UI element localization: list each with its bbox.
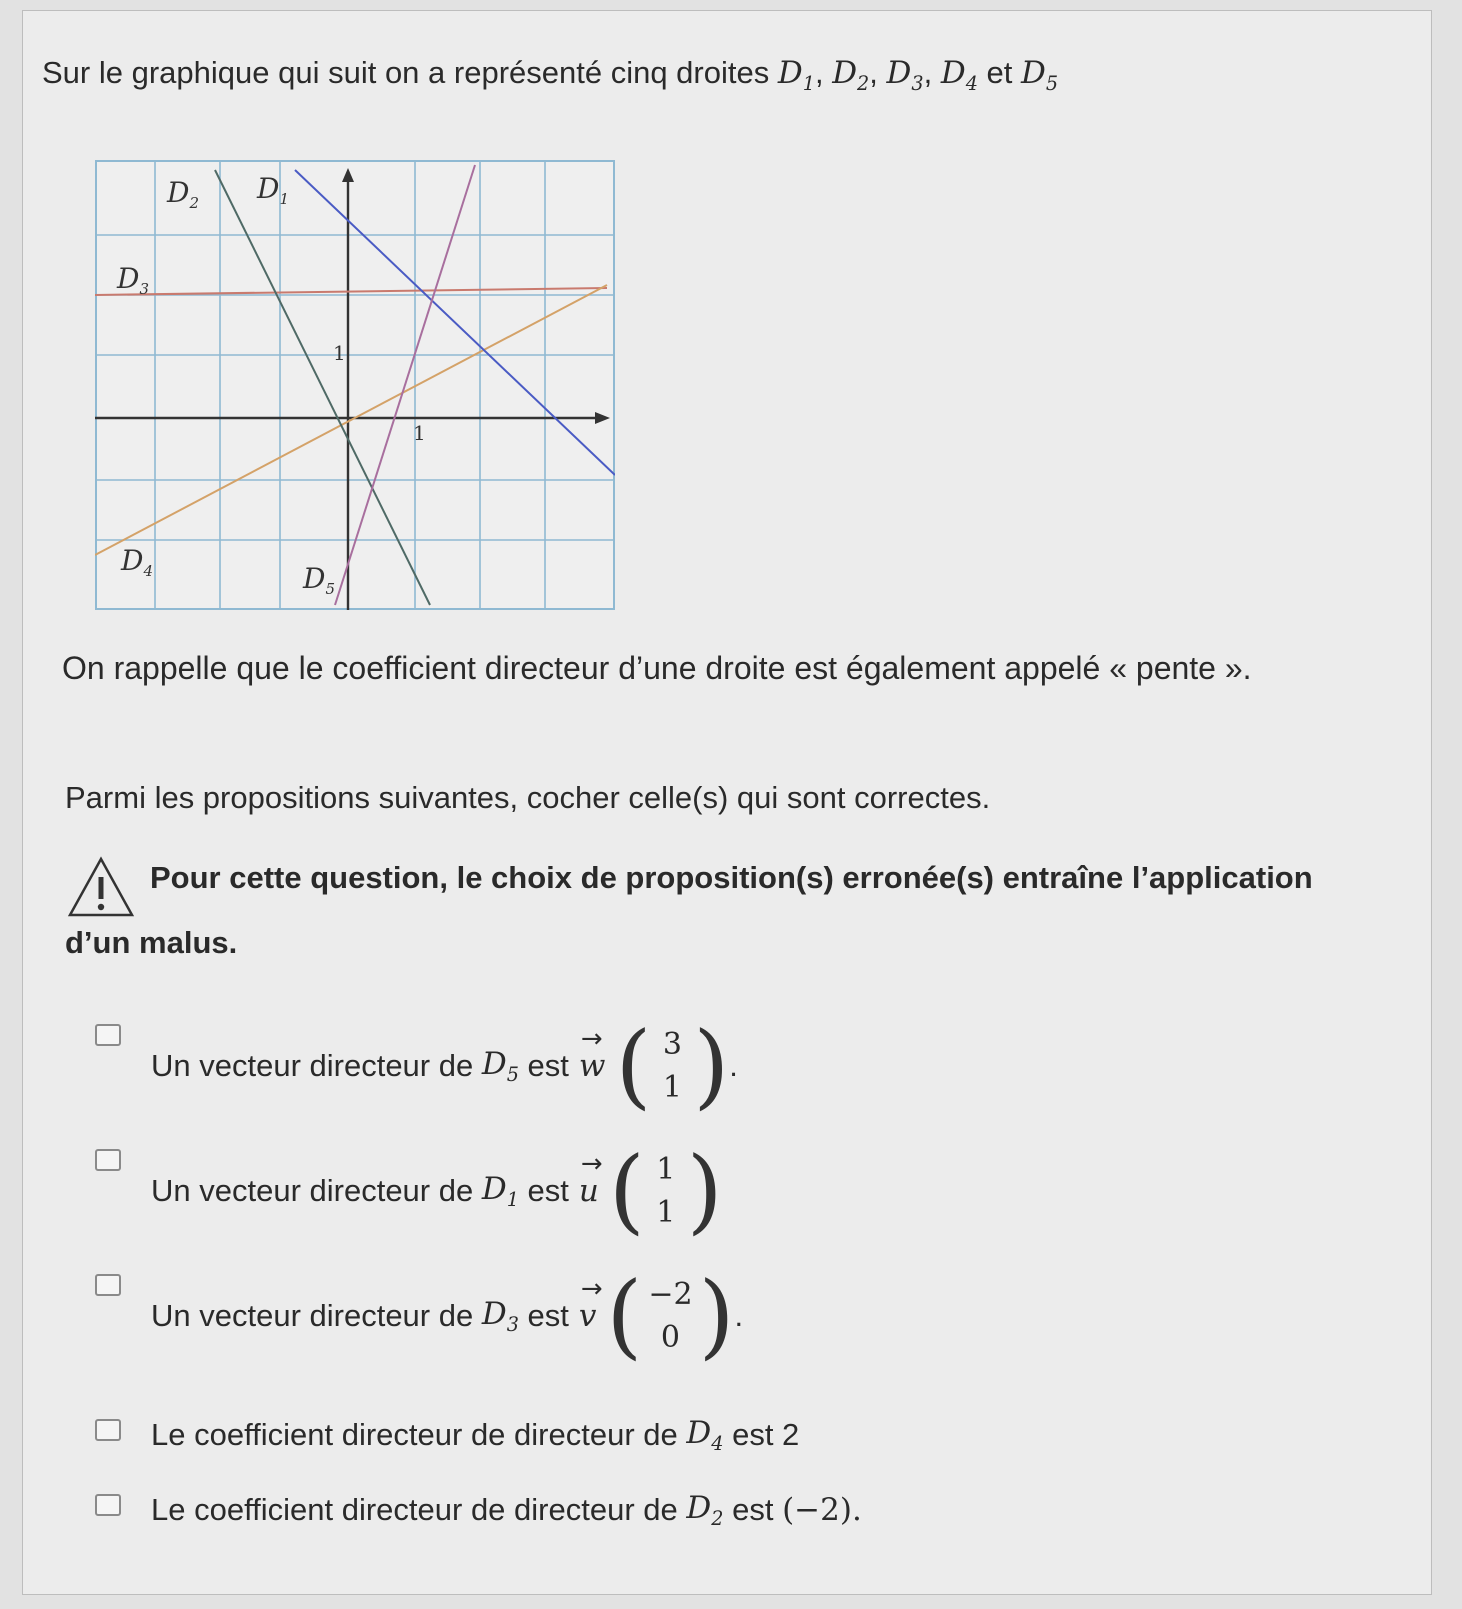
option-d4-slope[interactable]: Le coefficient directeur de directeur de $D_4$ est 2 — [95, 1415, 799, 1455]
intro-text: Sur le graphique qui suit on a représenté cinq droites $D_1$, $D_2$, $D_3$, $D_4$ et $D_5$ — [42, 55, 1059, 96]
instruction-text: Parmi les propositions suivantes, cocher celle(s) qui sont correctes. — [65, 780, 991, 815]
label-d3: $D_3$ — [117, 262, 149, 298]
option-d5-vector[interactable]: Un vecteur directeur de $D_5$ est → w ( 3 1 ) . — [95, 1020, 738, 1112]
vector-u: → u — [579, 1173, 599, 1209]
label-d4: $D_4$ — [121, 544, 153, 580]
warning-text-line1: Pour cette question, le choix de proposition(s) erronée(s) entraîne l’application — [150, 860, 1313, 895]
option-checkbox[interactable] — [95, 1419, 121, 1441]
option-checkbox[interactable] — [95, 1024, 121, 1046]
option-checkbox[interactable] — [95, 1274, 121, 1296]
label-d2: $D_2$ — [167, 176, 199, 212]
option-checkbox[interactable] — [95, 1149, 121, 1171]
warning-text-line2: d’un malus. — [65, 925, 238, 960]
warning-icon — [66, 855, 136, 920]
label-d5: $D_5$ — [303, 562, 335, 598]
option-checkbox[interactable] — [95, 1494, 121, 1516]
option-d1-vector[interactable]: Un vecteur directeur de $D_1$ est → u ( 1 1 ) — [95, 1145, 723, 1237]
label-d1: $D_1$ — [257, 172, 289, 208]
vector-w: → w — [579, 1048, 606, 1084]
option-d2-slope[interactable]: Le coefficient directeur de directeur de $D_2$ est (−2). — [95, 1490, 862, 1530]
vector-coords: ( 1 1 ) — [608, 1137, 723, 1244]
lines-graph — [95, 160, 615, 610]
vector-v: → v — [579, 1298, 597, 1334]
tick-x-label: 1 — [413, 421, 426, 445]
vector-coords: ( −2 0 ) . — [606, 1262, 744, 1369]
vector-coords: ( 3 1 ) . — [615, 1012, 738, 1119]
recall-text: On rappelle que le coefficient directeur d’une droite est également appelé « pente ». — [62, 650, 1252, 686]
option-d3-vector[interactable]: Un vecteur directeur de $D_3$ est → v ( −2 0 ) . — [95, 1270, 743, 1362]
tick-y-label: 1 — [333, 341, 346, 365]
